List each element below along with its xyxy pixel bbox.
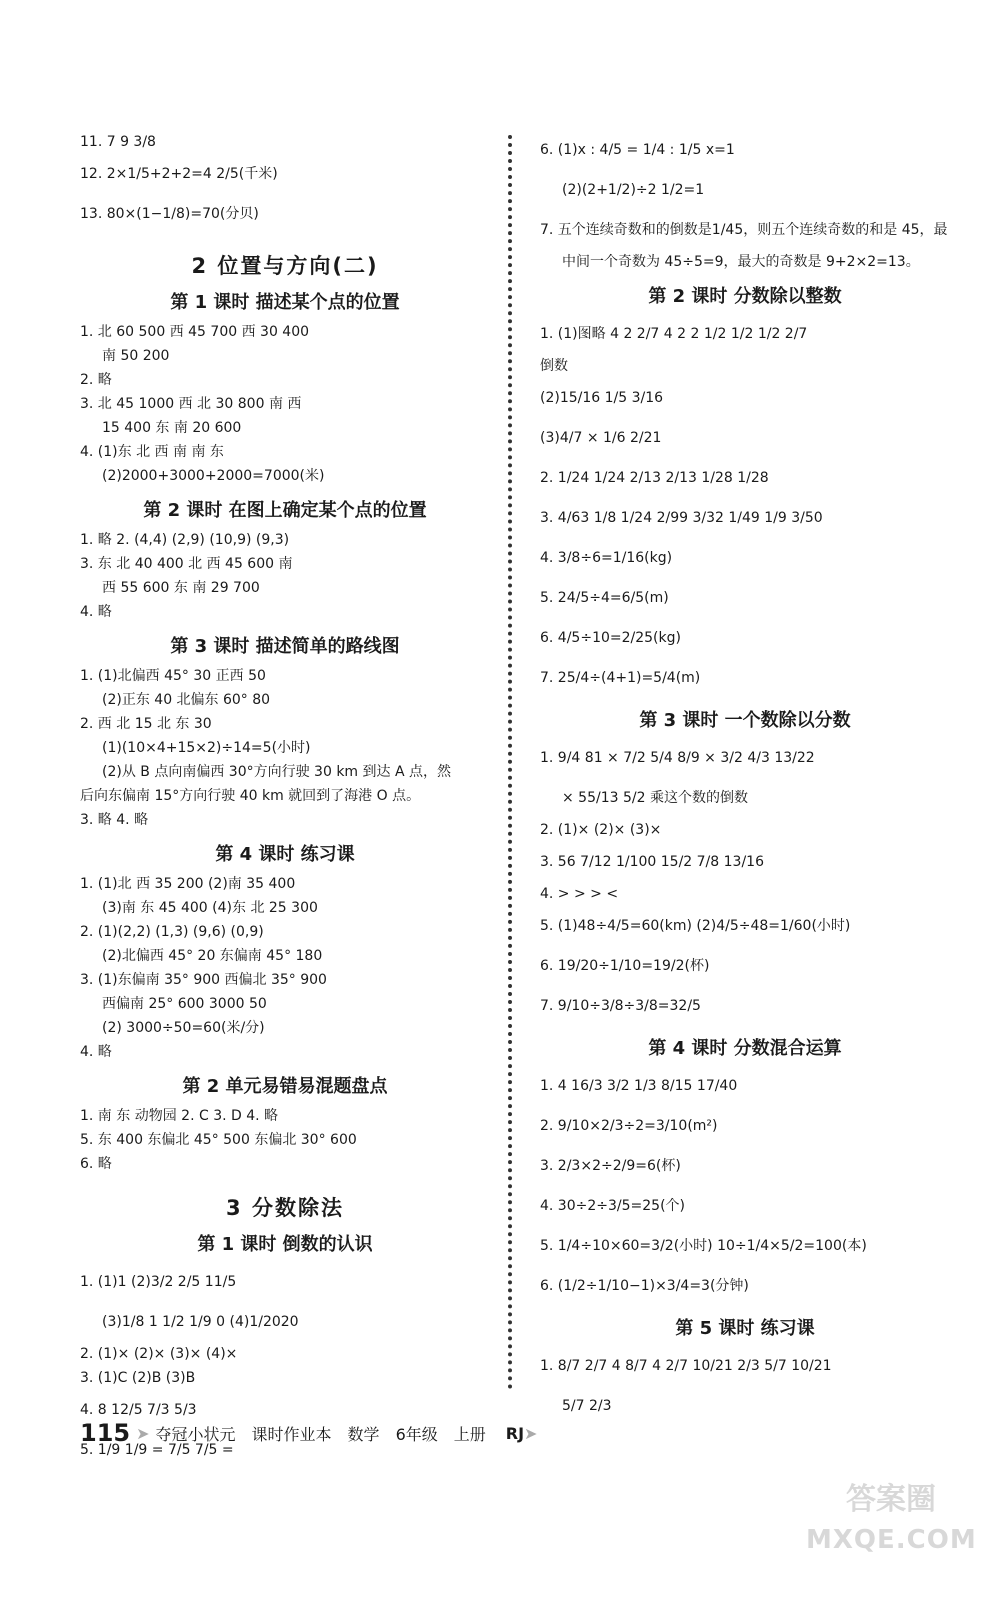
- answer-line: (2)(2+1/2)÷2 1/2=1: [562, 182, 705, 198]
- answer-line: 南 50 200: [102, 348, 170, 364]
- answer-line: 2. (1)(2,2) (1,3) (9,6) (0,9): [80, 924, 264, 940]
- site-watermark: [806, 1480, 976, 1590]
- answer-line: 1. 4 16/3 3/2 1/3 8/15 17/40: [540, 1078, 738, 1094]
- answer-line: (2)从 B 点向南偏西 30°方向行驶 30 km 到达 A 点，然: [102, 764, 451, 780]
- answer-line: (1)(10×4+15×2)÷14=5(小时): [102, 740, 311, 756]
- watermark-url: MXQE.COM: [806, 1525, 977, 1555]
- lesson-title: 第 5 课时 练习课: [675, 1318, 815, 1339]
- answer-line: 2. (1)× (2)× (3)× (4)×: [80, 1346, 238, 1362]
- column-divider: [508, 135, 512, 1390]
- answer-line: 5. 东 400 东偏北 45° 500 东偏北 30° 600: [80, 1132, 357, 1148]
- answer-line: (2)正东 40 北偏东 60° 80: [102, 692, 271, 708]
- answer-line: 西偏南 25° 600 3000 50: [102, 996, 267, 1012]
- answer-line: 2. 略: [80, 372, 112, 388]
- answer-line: 4. 略: [80, 604, 112, 620]
- answer-line: 3. 东 北 40 400 北 西 45 600 南: [80, 556, 293, 572]
- answer-line: 1. 9/4 81 × 7/2 5/4 8/9 × 3/2 4/3 13/22: [540, 750, 815, 766]
- answer-line: 1. (1)图略 4 2 2/7 4 2 2 1/2 1/2 1/2 2/7: [540, 326, 808, 342]
- answer-line: (3)4/7 × 1/6 2/21: [540, 430, 662, 446]
- answer-line: (3)南 东 45 400 (4)东 北 25 300: [102, 900, 318, 916]
- answer-line: 2. 西 北 15 北 东 30: [80, 716, 212, 732]
- chevron-right-icon: ➤: [136, 1423, 150, 1443]
- answer-line: 3. (1)C (2)B (3)B: [80, 1370, 196, 1386]
- answer-line: 7. 25/4÷(4+1)=5/4(m): [540, 670, 701, 686]
- answer-line: 3. (1)东偏南 35° 900 西偏北 35° 900: [80, 972, 327, 988]
- page-footer: [80, 1418, 920, 1448]
- lesson-title: 第 2 课时 分数除以整数: [648, 286, 842, 307]
- answer-line: 5. 1/4÷10×60=3/2(小时) 10÷1/4×5/2=100(本): [540, 1238, 867, 1254]
- answer-line: 4. (1)东 北 西 南 南 东: [80, 444, 224, 460]
- answer-line: 3. 56 7/12 1/100 15/2 7/8 13/16: [540, 854, 764, 870]
- lesson-title: 第 3 课时 描述简单的路线图: [170, 636, 400, 657]
- answer-line: (2)2000+3000+2000=7000(米): [102, 468, 325, 484]
- answer-line: 2. (1)× (2)× (3)×: [540, 822, 662, 838]
- answer-line: 3. 2/3×2÷2/9=6(杯): [540, 1158, 681, 1174]
- answer-line: 5/7 2/3: [562, 1398, 612, 1414]
- answer-line: 4. 3/8÷6=1/16(kg): [540, 550, 673, 566]
- answer-line: 5. 24/5÷4=6/5(m): [540, 590, 669, 606]
- answer-line: 3. 北 45 1000 西 北 30 800 南 西: [80, 396, 302, 412]
- answer-line: 1. 北 60 500 西 45 700 西 30 400: [80, 324, 310, 340]
- answer-line: 1. (1)北 西 35 200 (2)南 35 400: [80, 876, 296, 892]
- series-name: 课时作业本: [251, 1424, 332, 1444]
- answer-line: 倒数: [540, 358, 568, 374]
- unit-title: 3 分数除法: [226, 1196, 344, 1220]
- answer-line: (2) 3000÷50=60(米/分): [102, 1020, 265, 1036]
- answer-line: 6. (1)x : 4/5 = 1/4 : 1/5 x=1: [540, 142, 735, 158]
- lesson-title: 第 2 课时 在图上确定某个点的位置: [143, 500, 427, 521]
- edition-code: RJ: [505, 1423, 525, 1443]
- answer-line: 6. 4/5÷10=2/25(kg): [540, 630, 681, 646]
- answer-line: 7. 五个连续奇数和的倒数是1/45，则五个连续奇数的和是 45，最: [540, 222, 948, 238]
- answer-line: 1. (1)1 (2)3/2 2/5 11/5: [80, 1274, 237, 1290]
- answer-line: 4. > > > <: [540, 886, 619, 902]
- answer-line: 中间一个奇数为 45÷5=9，最大的奇数是 9+2×2=13。: [562, 254, 920, 270]
- answer-line: 15 400 东 南 20 600: [102, 420, 242, 436]
- volume: 上册: [453, 1424, 486, 1444]
- answer-line: 4. 略: [80, 1044, 112, 1060]
- right-column: [540, 130, 950, 1426]
- answer-line: × 55/13 5/2 乘这个数的倒数: [562, 790, 748, 806]
- answer-line: 6. 19/20÷1/10=19/2(杯): [540, 958, 710, 974]
- subject: 数学: [347, 1424, 380, 1444]
- answer-line: 3. 略 4. 略: [80, 812, 149, 828]
- answer-line: 6. (1/2÷1/10−1)×3/4=3(分钟): [540, 1278, 749, 1294]
- lesson-title: 第 4 课时 分数混合运算: [648, 1038, 842, 1059]
- answer-line: (2)15/16 1/5 3/16: [540, 390, 664, 406]
- answer-line: 4. 30÷2÷3/5=25(个): [540, 1198, 685, 1214]
- answer-line: 2. 1/24 1/24 2/13 2/13 1/28 1/28: [540, 470, 769, 486]
- answer-line: 5. 1/9 1/9 = 7/5 7/5 =: [80, 1442, 234, 1458]
- lesson-title: 第 2 单元易错易混题盘点: [182, 1076, 388, 1097]
- answer-line: 7. 9/10÷3/8÷3/8=32/5: [540, 998, 701, 1014]
- answer-line: 1. 8/7 2/7 4 8/7 4 2/7 10/21 2/3 5/7 10/21: [540, 1358, 832, 1374]
- answer-line: 1. (1)北偏西 45° 30 正西 50: [80, 668, 266, 684]
- answer-line: 13. 80×(1−1/8)=70(分贝): [80, 206, 259, 222]
- lesson-title: 第 1 课时 描述某个点的位置: [170, 292, 400, 313]
- left-column: [80, 130, 490, 1470]
- brand-name: 夺冠小状元: [155, 1424, 236, 1444]
- lesson-title: 第 1 课时 倒数的认识: [197, 1234, 373, 1255]
- lesson-title: 第 3 课时 一个数除以分数: [639, 710, 851, 731]
- answer-line: 西 55 600 东 南 29 700: [102, 580, 260, 596]
- chevron-right-icon: ➤: [524, 1423, 538, 1443]
- page-number: 115: [80, 1419, 131, 1447]
- answer-line: (2)北偏西 45° 20 东偏南 45° 180: [102, 948, 323, 964]
- answer-line: 4. 8 12/5 7/3 5/3: [80, 1402, 197, 1418]
- lesson-title: 第 4 课时 练习课: [215, 844, 355, 865]
- answer-line: 2. 9/10×2/3÷2=3/10(m²): [540, 1118, 718, 1134]
- answer-line: 1. 南 东 动物园 2. C 3. D 4. 略: [80, 1108, 279, 1124]
- answer-line: 11. 7 9 3/8: [80, 134, 156, 150]
- answer-line: 5. (1)48÷4/5=60(km) (2)4/5÷48=1/60(小时): [540, 918, 851, 934]
- grade: 6年级: [395, 1424, 438, 1444]
- answer-line: 12. 2×1/5+2+2=4 2/5(千米): [80, 166, 278, 182]
- answer-line: 3. 4/63 1/8 1/24 2/99 3/32 1/49 1/9 3/50: [540, 510, 823, 526]
- watermark-text: 答案圈: [846, 1482, 936, 1517]
- answer-line: (3)1/8 1 1/2 1/9 0 (4)1/2020: [102, 1314, 299, 1330]
- answer-line: 后向东偏南 15°方向行驶 40 km 就回到了海港 O 点。: [80, 788, 421, 804]
- answer-line: 6. 略: [80, 1156, 112, 1172]
- answer-line: 1. 略 2. (4,4) (2,9) (10,9) (9,3): [80, 532, 290, 548]
- unit-title: 2 位置与方向(二): [191, 254, 379, 278]
